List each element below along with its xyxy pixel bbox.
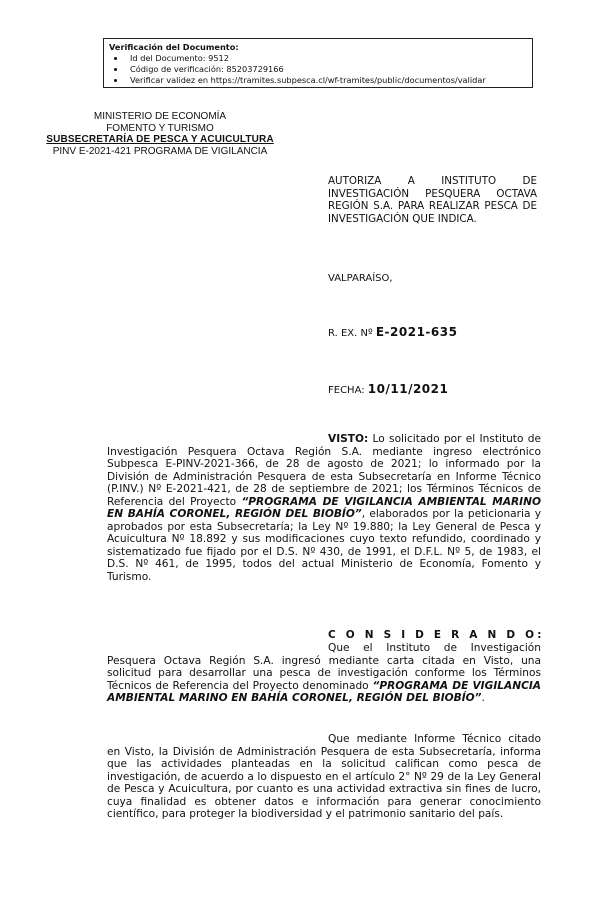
date-label: FECHA:	[328, 385, 365, 396]
consideration-text-start: Que el Instituto de Investigación Pesquera Octava Región S.A. ingresó mediante carta citada en Visto, una solicitud para desarrollar una pesca de investigación conforme los Términos Técnicos de Referencia del Proyecto denominado	[107, 642, 541, 692]
resolution-label: R. EX. Nº	[328, 328, 373, 339]
subsecretary-name: SUBSECRETARÍA DE PESCA Y ACUICULTURA	[46, 134, 274, 145]
verification-box	[103, 38, 533, 88]
ministry-header	[30, 111, 290, 157]
visto-project-name: “PROGRAMA DE VIGILANCIA AMBIENTAL MARINO EN BAHÍA CORONEL, REGIÓN DEL BIOBÍO”	[107, 495, 541, 520]
visto-paragraph	[107, 433, 541, 583]
verification-item: • Id del Documento: 9512	[126, 53, 532, 64]
ministry-name: MINISTERIO DE ECONOMÍA	[93, 111, 227, 122]
consideration-project-name: “PROGRAMA DE VIGILANCIA AMBIENTAL MARINO EN BAHÍA CORONEL, REGIÓN DEL BIOBÍO”	[107, 679, 541, 704]
resolution-number	[328, 325, 457, 339]
date-value: 10/11/2021	[367, 382, 449, 396]
visto-label: VISTO:	[328, 433, 369, 445]
document-date	[328, 382, 448, 396]
ministry-subname: FOMENTO Y TURISMO	[106, 122, 214, 134]
verification-item: • Código de verificación: 85203729166	[126, 64, 532, 75]
considerando-heading: C O N S I D E R A N D O:	[328, 629, 545, 641]
verification-item: • Verificar validez en https://tramites.subpesca.cl/wf-tramites/public/documentos/validar	[126, 75, 532, 86]
visto-text-start: Lo solicitado por el Instituto de Investigación Pesquera Octava Región S.A. mediante ingreso electrónico Subpesca E-PINV-2021-366, de 28 de agosto de 2021; lo informado por la División de Administración Pesquera de esta Subsecretaría en Informe Técnico (P.INV.) Nº E-2021-421, de 28 de septiembre de 2021; los Términos Técnicos de Referencia del Proyecto	[107, 433, 541, 508]
consideration-paragraph	[107, 642, 541, 705]
verification-title: Verificación del Documento:	[109, 42, 239, 52]
consideration-text-end: .	[481, 692, 485, 704]
file-reference: PINV E-2021-421 PROGRAMA DE VIGILANCIA	[52, 145, 268, 157]
city: VALPARAÍSO,	[328, 273, 393, 284]
document-subject: AUTORIZA A INSTITUTO DE INVESTIGACIÓN PESQUERA OCTAVA REGIÓN S.A. PARA REALIZAR PESCA DE INVESTIGACIÓN QUE INDICA.	[328, 175, 537, 225]
resolution-value: E-2021-635	[375, 325, 458, 339]
consideration-text: Que mediante Informe Técnico citado en Visto, la División de Administración Pesquera de esta Subsecretaría, informa que las actividades planteadas en la solicitud califican como pesca de investigación, de acuerdo a lo dispuesto en el artículo 2° Nº 29 de la Ley General de Pesca y Acuicultura, por cuanto es una actividad extractiva sin fines de lucro, cuya finalidad es obtener datos e información para generar conocimiento científico, para proteger la biodiversidad y el patrimonio sanitario del país.	[107, 733, 541, 820]
consideration-paragraph	[107, 733, 541, 821]
visto-text-end: , elaborados por la peticionaria y aprobados por esta Subsecretaría; la Ley Nº 19.880; la Ley General de Pesca y Acuicultura Nº 18.892 y sus modificaciones cuyo texto refundido, coordinado y sistematizado fue fijado por el D.S. Nº 430, de 1991, el D.F.L. Nº 5, de 1983, el D.S. Nº 461, de 1995, todos del actual Ministerio de Economía, Fomento y Turismo.	[107, 508, 541, 583]
verification-list	[109, 53, 532, 86]
